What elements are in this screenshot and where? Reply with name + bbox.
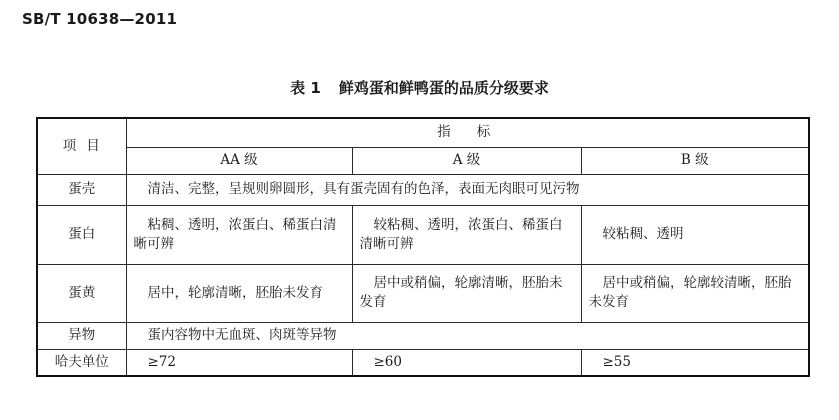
item-header: 项目 (37, 118, 126, 174)
white-aa: 粘稠、透明，浓蛋白、稀蛋白清晰可辨 (126, 205, 352, 264)
indicator-header: 指标 (126, 118, 809, 147)
table-title: 鲜鸡蛋和鲜鸭蛋的品质分级要求 (338, 79, 549, 97)
white-a: 较粘稠、透明，浓蛋白、稀蛋白清晰可辨 (352, 205, 581, 264)
haugh-b: ≥55 (581, 349, 809, 376)
yolk-aa: 居中，轮廓清晰，胚胎未发育 (126, 264, 352, 322)
row-label: 哈夫单位 (37, 349, 126, 376)
haugh-a: ≥60 (352, 349, 581, 376)
standard-code: SB/T 10638—2011 (22, 10, 178, 28)
table-row-yolk (37, 264, 809, 322)
table-row-shell (37, 174, 809, 205)
grade-a-header: A 级 (352, 147, 581, 174)
table-caption (0, 77, 839, 98)
row-label: 蛋白 (37, 205, 126, 264)
grade-aa-header: AA 级 (126, 147, 352, 174)
row-label: 蛋壳 (37, 174, 126, 205)
table-row-white (37, 205, 809, 264)
grade-b-header: B 级 (581, 147, 809, 174)
yolk-a: 居中或稍偏，轮廓清晰，胚胎未发育 (352, 264, 581, 322)
grade-header-row (37, 147, 809, 174)
shell-requirement: 清洁、完整，呈规则卵圆形，具有蛋壳固有的色泽，表面无肉眼可见污物 (126, 174, 809, 205)
haugh-aa: ≥72 (126, 349, 352, 376)
table-row-foreign (37, 322, 809, 349)
row-label: 异物 (37, 322, 126, 349)
row-label: 蛋黄 (37, 264, 126, 322)
yolk-b: 居中或稍偏，轮廓较清晰，胚胎未发育 (581, 264, 809, 322)
grading-table (36, 117, 810, 377)
foreign-requirement: 蛋内容物中无血斑、肉斑等异物 (126, 322, 809, 349)
table-number: 表 1 (290, 79, 321, 97)
header-row (37, 118, 809, 147)
table-row-haugh-unit (37, 349, 809, 376)
white-b: 较粘稠、透明 (581, 205, 809, 264)
